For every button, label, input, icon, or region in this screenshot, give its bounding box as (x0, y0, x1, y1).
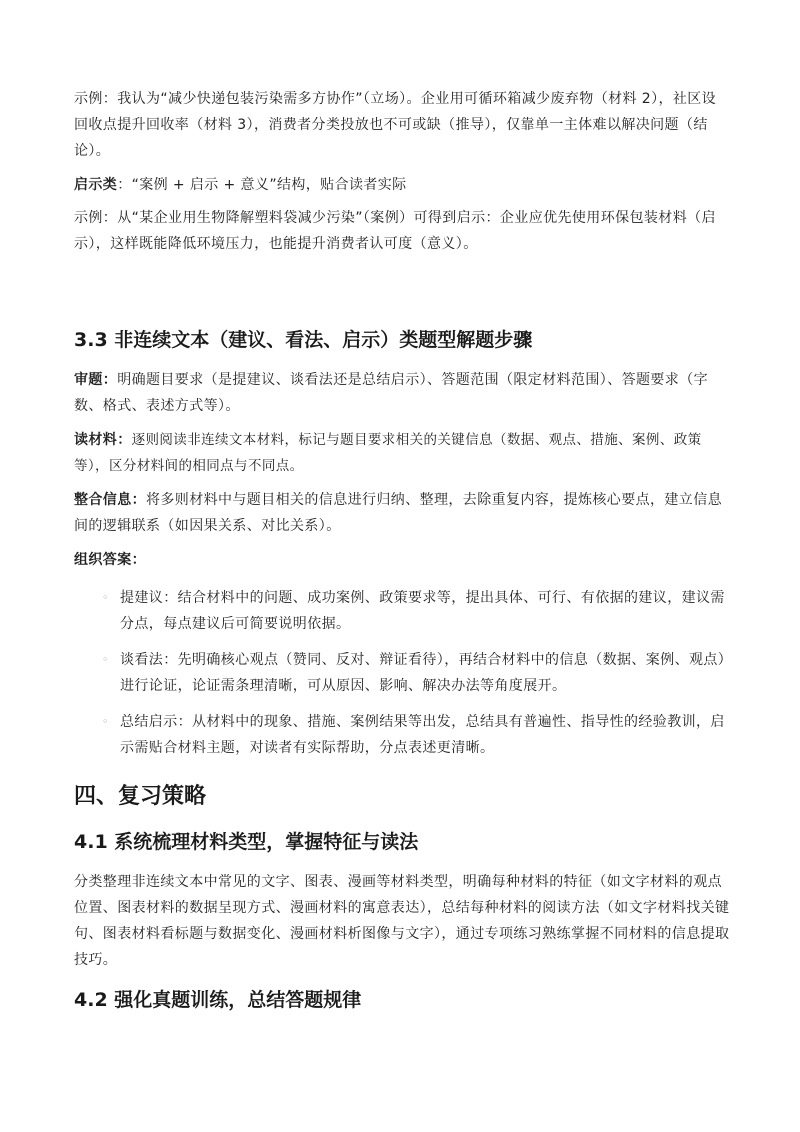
example-prefix: 示例： (74, 91, 118, 107)
list-item (74, 585, 730, 637)
document-page (74, 86, 730, 1015)
example-paragraph-2 (74, 205, 730, 257)
section-4-1-heading: 4.1 系统梳理材料类型，掌握特征与读法 (74, 831, 419, 853)
ducailiao-label: 读材料： (74, 432, 132, 448)
example-text: 从“某企业用生物降解塑料袋减少污染”（案例）可得到启示：企业应优先使用环保包装材料（启示），这样既能降低环境压力，也能提升消费者认可度（意义）。 (74, 210, 716, 252)
zuzhi-label: 组织答案： (74, 552, 146, 568)
section-3-3-heading: 3.3 非连续文本（建议、看法、启示）类题型解题步骤 (74, 329, 533, 351)
list-item (74, 647, 730, 699)
zuzhi-paragraph (74, 547, 730, 573)
qishi-text: ：“案例 + 启示 + 意义”结构，贴合读者实际 (117, 177, 407, 193)
section-4-heading: 四、复习策略 (74, 784, 207, 809)
hollow-bullet-icon: ◦ (102, 653, 109, 666)
qishi-label: 启示类 (74, 177, 118, 193)
hollow-bullet-icon: ◦ (102, 591, 109, 604)
example-text: 我认为“减少快递包装污染需多方协作”（立场）。企业用可循环箱减少废弃物（材料 2），社区设回收点提升回收率（材料 3），消费者分类投放也不可或缺（推导），仅靠单一主体难以解决问题（结论）。 (74, 91, 717, 159)
list-item (74, 709, 730, 761)
list-item-text: 提建议：结合材料中的问题、成功案例、政策要求等，提出具体、可行、有依据的建议，建议需分点，每点建议后可简要说明依据。 (120, 590, 725, 632)
section-4-2-heading: 4.2 强化真题训练，总结答题规律 (74, 989, 362, 1011)
example-paragraph-1 (74, 86, 730, 164)
answer-organization-list (74, 585, 730, 761)
list-item-text: 谈看法：先明确核心观点（赞同、反对、辩证看待），再结合材料中的信息（数据、案例、观点）进行论证，论证需条理清晰，可从原因、影响、解决办法等角度展开。 (120, 652, 726, 694)
shenti-paragraph (74, 367, 730, 419)
qishi-paragraph (74, 172, 730, 198)
zhenghe-paragraph (74, 487, 730, 539)
zhenghe-label: 整合信息： (74, 492, 146, 508)
ducailiao-text: 逐则阅读非连续文本材料，标记与题目要求相关的关键信息（数据、观点、措施、案例、政策等），区分材料间的相同点与不同点。 (74, 432, 702, 474)
ducailiao-paragraph (74, 427, 730, 479)
shenti-label: 审题： (74, 372, 118, 388)
example-prefix: 示例： (74, 210, 118, 226)
shenti-text: 明确题目要求（是提建议、谈看法还是总结启示）、答题范围（限定材料范围）、答题要求（字数、格式、表述方式等）。 (74, 372, 709, 414)
list-item-text: 总结启示：从材料中的现象、措施、案例结果等出发，总结具有普遍性、指导性的经验教训，启示需贴合材料主题，对读者有实际帮助，分点表述更清晰。 (120, 714, 725, 756)
zhenghe-text: 将多则材料中与题目相关的信息进行归纳、整理，去除重复内容，提炼核心要点，建立信息间的逻辑联系（如因果关系、对比关系）。 (74, 492, 722, 534)
hollow-bullet-icon: ◦ (102, 715, 109, 728)
section-4-1-paragraph: 分类整理非连续文本中常见的文字、图表、漫画等材料类型，明确每种材料的特征（如文字材料的观点位置、图表材料的数据呈现方式、漫画材料的寓意表达），总结每种材料的阅读方法（如文字材料找关键句、图表材料看标题与数据变化、漫画材料析图像与文字），通过专项练习熟练掌握不同材料的信息提取技巧。 (74, 874, 730, 968)
